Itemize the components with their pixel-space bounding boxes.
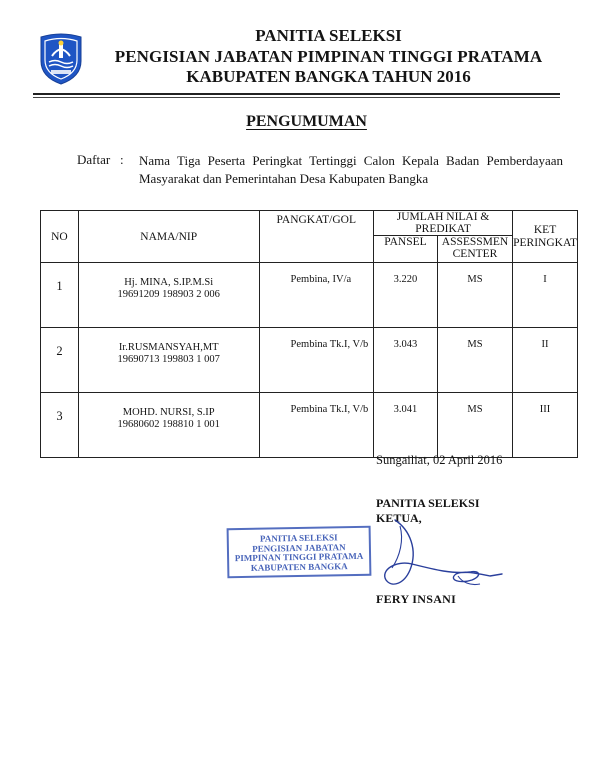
row-pangkat: Pembina, IV/a <box>259 263 374 328</box>
row-name: Hj. MINA, S.IP.M.Si <box>124 277 214 288</box>
row-pansel-score: 3.043 <box>374 328 438 393</box>
stamp-line: PANITIA SELEKSI <box>259 532 338 544</box>
row-pansel-score: 3.220 <box>374 263 438 328</box>
row-name: Ir.RUSMANSYAH,MT <box>118 342 219 353</box>
header-line-3: KABUPATEN BANGKA TAHUN 2016 <box>186 67 471 86</box>
row-pansel-score: 3.041 <box>374 393 438 458</box>
row-nip: 19691209 198903 2 006 <box>117 289 220 300</box>
header-ket-peringkat: KET PERINGKAT <box>513 211 578 263</box>
header-pangkat-gol: PANGKAT/GOL <box>259 211 374 263</box>
daftar-label: Daftar <box>77 152 111 167</box>
table-row <box>41 328 578 393</box>
header-assessment-center: ASSESSMEN CENTER <box>437 236 512 263</box>
header-nama-nip: NAMA/NIP <box>78 211 259 263</box>
stamp-line: PENGISIAN JABATAN <box>252 541 346 554</box>
row-name-nip <box>78 393 259 458</box>
place-and-date: Sungailiat, 02 April 2016 <box>376 453 503 467</box>
row-assessment-result: MS <box>437 328 512 393</box>
handwritten-signature <box>340 510 510 600</box>
row-nip: 19680602 198810 1 001 <box>117 419 220 430</box>
row-ranking: III <box>513 393 578 458</box>
row-number: 2 <box>41 328 79 393</box>
row-nip: 19690713 199803 1 007 <box>117 354 220 365</box>
row-assessment-result: MS <box>437 393 512 458</box>
row-number: 3 <box>41 393 79 458</box>
table-row <box>41 393 578 458</box>
header-no: NO <box>41 211 79 263</box>
row-number: 1 <box>41 263 79 328</box>
daftar-colon: : <box>120 152 124 167</box>
ranking-table <box>40 210 578 458</box>
daftar-description: Nama Tiga Peserta Peringkat Tertinggi Calon Kepala Badan Pemberdayaan Masyarakat dan Pemerintahan Desa Kabupaten Bangka <box>139 153 563 186</box>
row-name-nip <box>78 328 259 393</box>
committee-name: PANITIA SELEKSI <box>376 496 480 510</box>
header-rule-thick <box>33 93 560 95</box>
row-ranking: II <box>513 328 578 393</box>
document-title: PENGUMUMAN <box>246 113 367 130</box>
row-name: MOHD. NURSI, S.IP <box>122 407 215 418</box>
row-pangkat: Pembina Tk.I, V/b <box>259 393 374 458</box>
header-rule-thin <box>33 97 560 98</box>
row-pangkat: Pembina Tk.I, V/b <box>259 328 374 393</box>
row-ranking: I <box>513 263 578 328</box>
stamp-line: KABUPATEN BANGKA <box>250 560 348 573</box>
signer-role: KETUA, <box>376 511 422 525</box>
header-pansel: PANSEL <box>374 236 438 263</box>
row-assessment-result: MS <box>437 263 512 328</box>
header-jumlah-nilai: JUMLAH NILAI & PREDIKAT <box>374 211 513 236</box>
table-row <box>41 263 578 328</box>
signer-name: FERY INSANI <box>376 592 457 606</box>
header-line-2: PENGISIAN JABATAN PIMPINAN TINGGI PRATAMA <box>114 47 543 66</box>
row-name-nip <box>78 263 259 328</box>
stamp-line: PIMPINAN TINGGI PRATAMA <box>234 550 364 564</box>
header-line-1: PANITIA SELEKSI <box>255 26 402 45</box>
